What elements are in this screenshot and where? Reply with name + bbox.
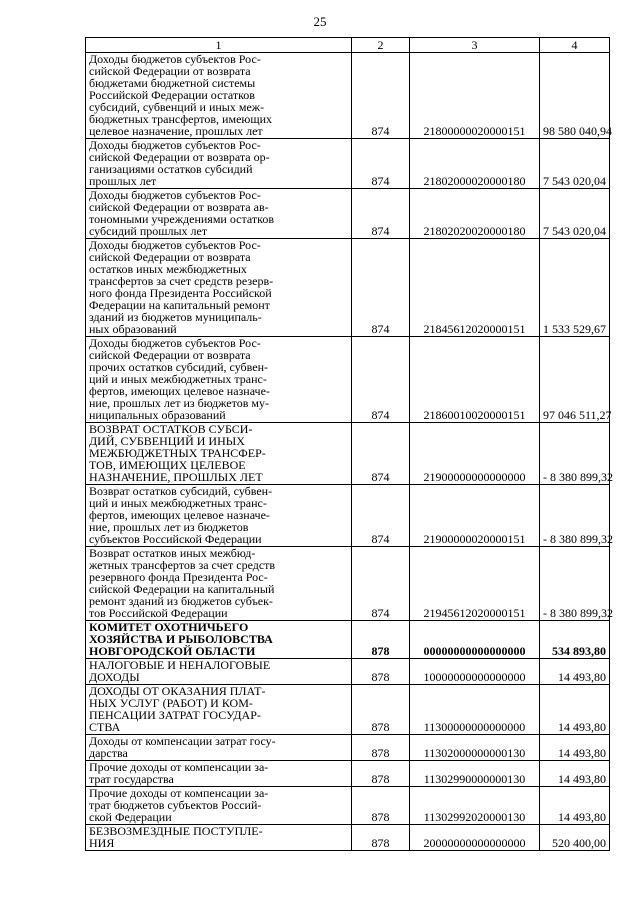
- row-budget-code: 21800000020000151: [410, 53, 540, 139]
- row-budget-code: 20000000000000000: [410, 825, 540, 851]
- row-description: [86, 825, 352, 851]
- description-line: субъектов Российской Федерации: [89, 532, 262, 546]
- description-line: сийской Федерации от возврата: [89, 250, 251, 264]
- description-line: ДОХОДЫ: [89, 670, 140, 684]
- description-line: Федерации на капитальный ремонт: [89, 298, 270, 312]
- page-number: 25: [313, 14, 327, 29]
- row-admin-code: 874: [352, 53, 410, 139]
- description-line: СТВА: [89, 720, 121, 734]
- description-line: МЕЖБЮДЖЕТНЫХ ТРАНСФЕР-: [89, 446, 266, 460]
- table-row: [86, 825, 610, 851]
- table-header-row: [86, 38, 610, 53]
- description-line: Доходы от компенсации затрат госу-: [89, 734, 276, 748]
- description-line: ДИЙ, СУБВЕНЦИЙ И ИНЫХ: [89, 434, 245, 448]
- description-line: сийской Федерации от возврата ор-: [89, 150, 270, 164]
- description-line: резервного фонда Президента Рос-: [89, 570, 268, 584]
- row-description: [86, 189, 352, 239]
- table-row: [86, 735, 610, 761]
- row-budget-code: 11300000000000000: [410, 685, 540, 735]
- row-budget-code: 21860010020000151: [410, 337, 540, 423]
- table-row: [86, 659, 610, 685]
- row-description: [86, 659, 352, 685]
- description-line: трат бюджетов субъектов Россий-: [89, 798, 262, 812]
- row-amount: 7 543 020,04: [540, 139, 610, 189]
- row-admin-code: 874: [352, 337, 410, 423]
- row-budget-code: 21900000000000000: [410, 423, 540, 485]
- description-line: Российской Федерации остатков: [89, 88, 255, 102]
- row-budget-code: 11302000000000130: [410, 735, 540, 761]
- revenue-table: [85, 37, 613, 851]
- description-line: НЫХ УСЛУГ (РАБОТ) И КОМ-: [89, 696, 253, 710]
- row-amount: 1 533 529,67: [540, 239, 610, 337]
- row-admin-code: 878: [352, 621, 410, 659]
- row-budget-code: 21802020020000180: [410, 189, 540, 239]
- row-amount: 97 046 511,27: [540, 337, 610, 423]
- description-line: сийской Федерации на капитальный: [89, 582, 275, 596]
- description-line: Возврат остатков субсидий, субвен-: [89, 484, 273, 498]
- row-budget-code: 21802000020000180: [410, 139, 540, 189]
- description-line: ской Федерации: [89, 810, 172, 824]
- description-line: ных образований: [89, 322, 177, 336]
- row-admin-code: 878: [352, 659, 410, 685]
- column-header-2: 2: [352, 38, 410, 53]
- description-line: ТОВ, ИМЕЮЩИХ ЦЕЛЕВОЕ: [89, 458, 246, 472]
- column-header-4: 4: [540, 38, 610, 53]
- row-amount: 14 493,80: [540, 761, 610, 787]
- table-row: [86, 239, 610, 337]
- description-line: Доходы бюджетов субъектов Рос-: [89, 336, 261, 350]
- description-line: КОМИТЕТ ОХОТНИЧЬЕГО: [89, 620, 249, 634]
- row-admin-code: 874: [352, 423, 410, 485]
- row-amount: 14 493,80: [540, 735, 610, 761]
- row-description: [86, 239, 352, 337]
- row-description: [86, 735, 352, 761]
- description-line: ций и иных межбюджетных транс-: [89, 372, 267, 386]
- row-budget-code: 10000000000000000: [410, 659, 540, 685]
- column-header-3: 3: [410, 38, 540, 53]
- row-amount: 14 493,80: [540, 787, 610, 825]
- description-line: НАЗНАЧЕНИЕ, ПРОШЛЫХ ЛЕТ: [89, 470, 263, 484]
- row-description: [86, 547, 352, 621]
- description-line: трат государства: [89, 772, 174, 786]
- row-budget-code: 21845612020000151: [410, 239, 540, 337]
- table-row: [86, 139, 610, 189]
- description-line: сийской Федерации от возврата ав-: [89, 200, 269, 214]
- description-line: бюджетами бюджетной системы: [89, 76, 256, 90]
- description-line: тов Российской Федерации: [89, 606, 228, 620]
- table-row: [86, 423, 610, 485]
- row-admin-code: 874: [352, 189, 410, 239]
- row-amount: 7 543 020,04: [540, 189, 610, 239]
- row-admin-code: 874: [352, 139, 410, 189]
- description-line: Доходы бюджетов субъектов Рос-: [89, 238, 261, 252]
- description-line: ного фонда Президента Российской: [89, 286, 272, 300]
- description-line: субсидий прошлых лет: [89, 224, 208, 238]
- row-budget-code: 21900000020000151: [410, 485, 540, 547]
- table-row: [86, 53, 610, 139]
- description-line: НОВГОРОДСКОЙ ОБЛАСТИ: [89, 644, 256, 658]
- row-admin-code: 874: [352, 239, 410, 337]
- table-body: [86, 52, 613, 851]
- description-line: ХОЗЯЙСТВА И РЫБОЛОВСТВА: [89, 632, 273, 646]
- row-description: [86, 761, 352, 787]
- table-row: [86, 787, 610, 825]
- description-line: ние, прошлых лет из бюджетов: [89, 520, 249, 534]
- row-amount: - 8 380 899,32: [540, 485, 610, 547]
- description-line: Доходы бюджетов субъектов Рос-: [89, 138, 261, 152]
- row-admin-code: 878: [352, 787, 410, 825]
- row-amount: 520 400,00: [540, 825, 610, 851]
- description-line: бюджетных трансфертов, имеющих: [89, 112, 273, 126]
- description-line: Доходы бюджетов субъектов Рос-: [89, 52, 261, 66]
- description-line: фертов, имеющих целевое назначе-: [89, 508, 270, 522]
- description-line: Доходы бюджетов субъектов Рос-: [89, 188, 261, 202]
- table-row: [86, 685, 610, 735]
- description-line: тономными учреждениями остатков: [89, 212, 274, 226]
- description-line: сийской Федерации от возврата: [89, 64, 251, 78]
- description-line: ВОЗВРАТ ОСТАТКОВ СУБСИ-: [89, 422, 253, 436]
- description-line: трансфертов за счет средств резерв-: [89, 274, 274, 288]
- description-line: ций и иных межбюджетных транс-: [89, 496, 267, 510]
- description-line: ПЕНСАЦИИ ЗАТРАТ ГОСУДАР-: [89, 708, 261, 722]
- column-header-1: 1: [86, 38, 352, 53]
- row-admin-code: 878: [352, 735, 410, 761]
- description-line: НИЯ: [89, 836, 115, 850]
- description-line: ремонт зданий из бюджетов субъек-: [89, 594, 273, 608]
- description-line: жетных трансфертов за счет средств: [89, 558, 276, 572]
- row-amount: - 8 380 899,32: [540, 423, 610, 485]
- description-line: ниципальных образований: [89, 408, 226, 422]
- table-row: [86, 547, 610, 621]
- row-description: [86, 423, 352, 485]
- description-line: прочих остатков субсидий, субвен-: [89, 360, 268, 374]
- table-row: [86, 485, 610, 547]
- row-budget-code: 11302990000000130: [410, 761, 540, 787]
- row-budget-code: 00000000000000000: [410, 621, 540, 659]
- description-line: субсидий, субвенций и иных меж-: [89, 100, 265, 114]
- description-line: ганизациями остатков субсидий: [89, 162, 253, 176]
- description-line: целевое назначение, прошлых лет: [89, 124, 263, 138]
- table-row: [86, 189, 610, 239]
- description-line: дарства: [89, 746, 128, 760]
- row-amount: 14 493,80: [540, 685, 610, 735]
- row-description: [86, 485, 352, 547]
- row-admin-code: 878: [352, 825, 410, 851]
- description-line: Возврат остатков иных межбюд-: [89, 546, 256, 560]
- row-amount: 534 893,80: [540, 621, 610, 659]
- table-row: [86, 621, 610, 659]
- row-amount: 14 493,80: [540, 659, 610, 685]
- row-description: [86, 337, 352, 423]
- row-admin-code: 874: [352, 485, 410, 547]
- description-line: Прочие доходы от компенсации за-: [89, 786, 269, 800]
- description-line: БЕЗВОЗМЕЗДНЫЕ ПОСТУПЛЕ-: [89, 824, 263, 838]
- row-description: [86, 685, 352, 735]
- description-line: зданий из бюджетов муниципаль-: [89, 310, 262, 324]
- row-budget-code: 21945612020000151: [410, 547, 540, 621]
- description-line: фертов, имеющих целевое назначе-: [89, 384, 270, 398]
- table-row: [86, 761, 610, 787]
- row-amount: 98 580 040,94: [540, 53, 610, 139]
- row-description: [86, 621, 352, 659]
- row-amount: - 8 380 899,32: [540, 547, 610, 621]
- row-admin-code: 878: [352, 761, 410, 787]
- row-description: [86, 53, 352, 139]
- description-line: ние, прошлых лет из бюджетов му-: [89, 396, 269, 410]
- row-admin-code: 878: [352, 685, 410, 735]
- row-description: [86, 139, 352, 189]
- row-admin-code: 874: [352, 547, 410, 621]
- row-description: [86, 787, 352, 825]
- description-line: сийской Федерации от возврата: [89, 348, 251, 362]
- description-line: прошлых лет: [89, 174, 157, 188]
- description-line: Прочие доходы от компенсации за-: [89, 760, 269, 774]
- description-line: ДОХОДЫ ОТ ОКАЗАНИЯ ПЛАТ-: [89, 684, 266, 698]
- description-line: остатков иных межбюджетных: [89, 262, 247, 276]
- table-row: [86, 337, 610, 423]
- row-budget-code: 11302992020000130: [410, 787, 540, 825]
- description-line: НАЛОГОВЫЕ И НЕНАЛОГОВЫЕ: [89, 658, 271, 672]
